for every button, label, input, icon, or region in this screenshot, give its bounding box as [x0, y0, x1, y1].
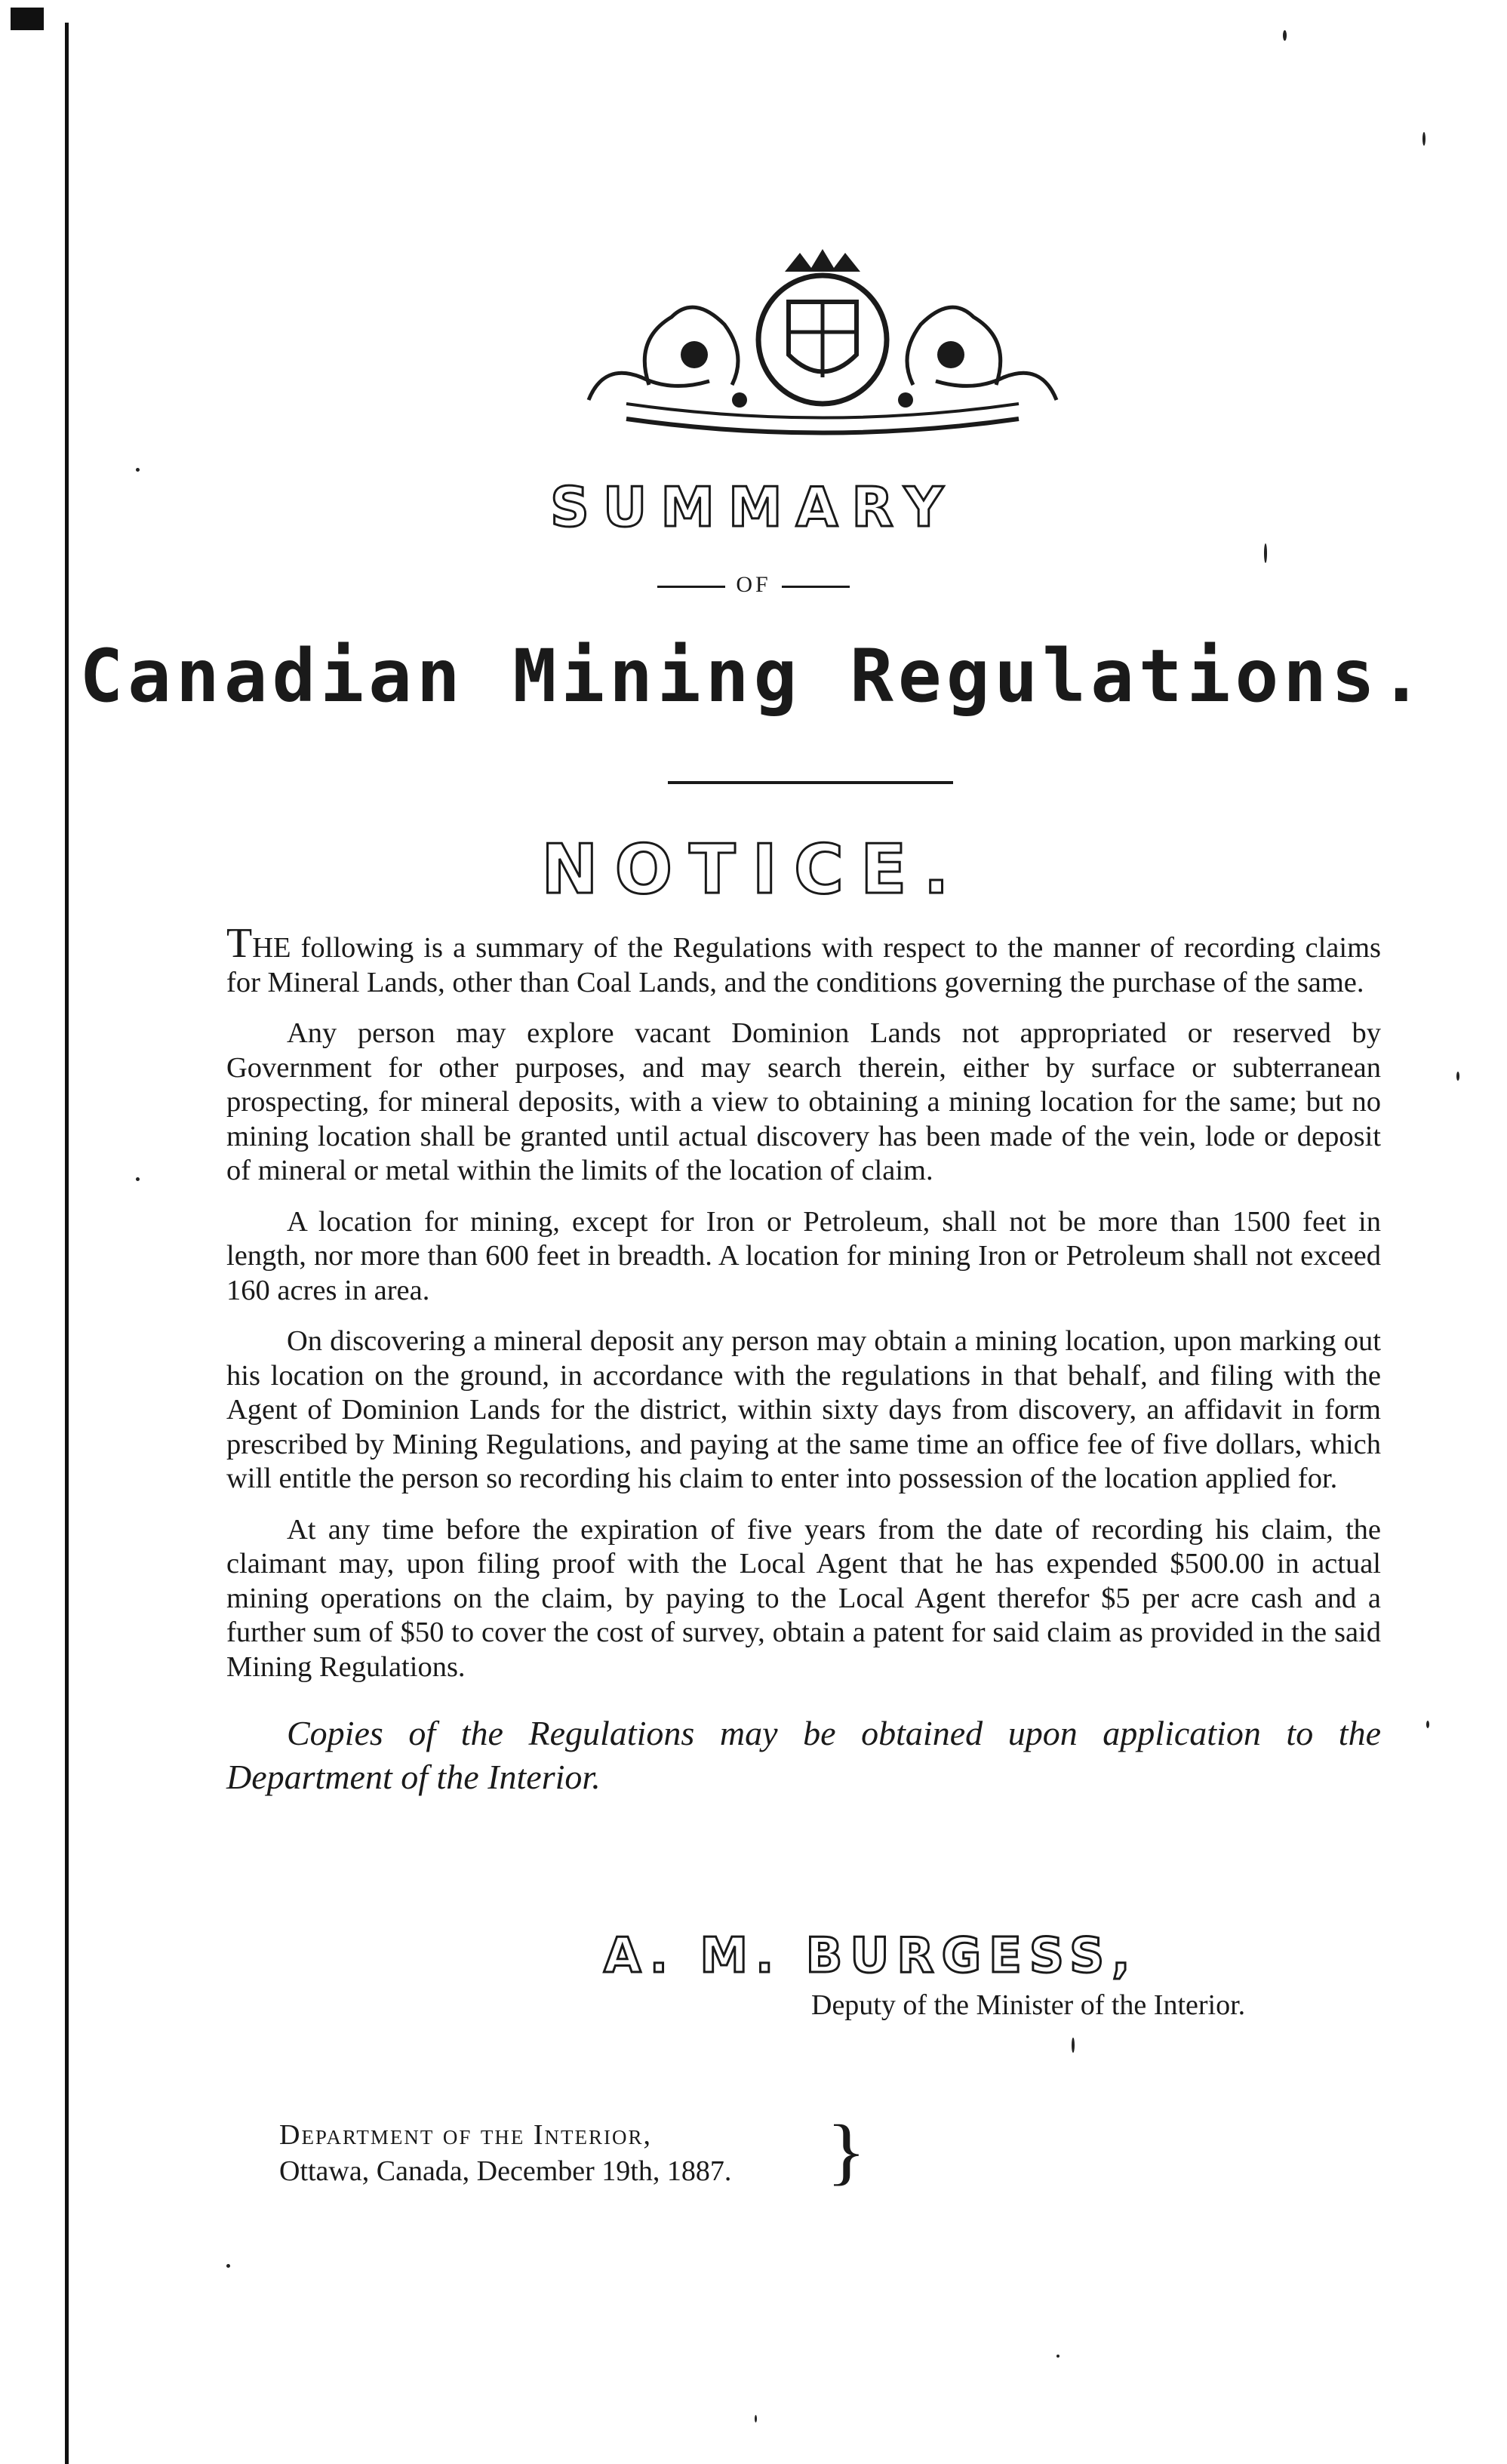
dash-right	[782, 586, 850, 588]
summary-heading: SUMMARY	[550, 475, 957, 539]
paragraph-copies: Copies of the Regulations may be obtained upon application to the Department of the Interior.	[226, 1714, 1381, 1796]
dateline	[279, 2117, 731, 2189]
paragraph-location-size: A location for mining, except for Iron or Petroleum, shall not be more than 1500 feet in length, nor more than 600 feet in breadth. A location for mining Iron or Petroleum shall not exceed 160 acres in area.	[226, 1205, 1381, 1306]
page-title: Canadian Mining Regulations.	[79, 634, 1428, 718]
title-rule	[668, 781, 953, 784]
of-connector	[0, 572, 1507, 598]
of-label: OF	[736, 572, 771, 597]
page-spine-line	[65, 23, 69, 2464]
signatory-title: Deputy of the Minister of the Interior.	[811, 1989, 1246, 2021]
paragraph-patent: At any time before the expiration of five years from the date of recording his claim, the claimant may, upon filing proof with the Local Agent that he has expended $500.00 in actual mining operations on the claim, by paying to the Local Agent therefor $5 per acre cash and a further sum of $50 to cover the cost of survey, obtain a patent for said claim as provided in the said Mining Regulations.	[226, 1513, 1381, 1683]
dash-left	[657, 586, 725, 588]
notice-heading: NOTICE.	[541, 830, 966, 909]
paragraph-recording: On discovering a mineral deposit any person may obtain a mining location, upon marking out his location on the ground, in accordance with the regulations in that behalf, and filing with the Agent of Dominion Lands for the district, within sixty days from discovery, an affidavit in form prescribed by Mining Regulations, and paying at the same time an office fee of five dollars, which will entitle the person so recording his claim to enter into possession of the location applied for.	[226, 1325, 1381, 1494]
royal-coat-of-arms-icon	[558, 249, 1087, 438]
paragraph-intro-text: HE following is a summary of the Regulations with respect to the manner of recording claims for Mineral Lands, other than Coal Lands, and the conditions governing the purchase of the same.	[226, 932, 1381, 998]
paragraph-intro	[226, 920, 1381, 1000]
notice-body	[226, 920, 1381, 1799]
binding-tab	[11, 8, 44, 30]
dateline-place-date: Ottawa, Canada, December 19th, 1887.	[279, 2155, 732, 2187]
dateline-department: Department of the Interior,	[279, 2119, 652, 2151]
paragraph-exploration: Any person may explore vacant Dominion Lands not appropriated or reserved by Government for other purposes, and may search therein, either by surface or subterranean prospecting, for mineral deposits, with a view to obtaining a mining location for the same; but no mining location shall be granted until actual discovery has been made of the vein, lode or deposit of mineral or metal within the limits of the location of claim.	[226, 1017, 1381, 1186]
signatory-name: A. M. BURGESS,	[604, 1928, 1138, 1984]
brace-glyph: }	[826, 2109, 866, 2192]
drop-cap: T	[226, 920, 253, 967]
